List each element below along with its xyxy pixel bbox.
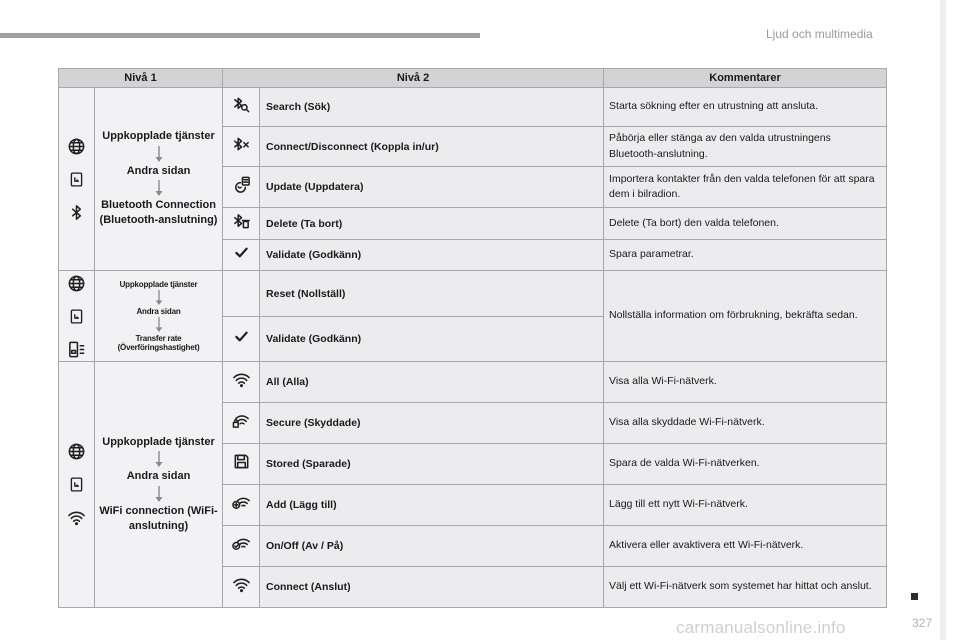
row-comment: Spara de valda Wi-Fi-nätverken. (604, 444, 887, 485)
row-label: Add (Lägg till) (260, 485, 604, 526)
flow-step-transfer-rate: Transfer rate (Överföringshastighet) (117, 334, 200, 353)
level2-flow-cell (95, 271, 223, 362)
row-comment-merged: Nollställa information om förbrukning, bekräfta sedan. (604, 271, 887, 362)
page-edge-rule (940, 0, 946, 640)
level1-icons-cell (59, 271, 95, 362)
row-icon-cell (223, 271, 260, 317)
row-label: Stored (Sparade) (260, 444, 604, 485)
wifi-toggle-icon (232, 534, 251, 553)
wifi-icon (232, 575, 251, 594)
level1-icons-cell (59, 362, 95, 608)
flow-arrow-icon (155, 486, 163, 503)
top-accent-bar (0, 33, 480, 38)
bluetooth-icon (67, 203, 86, 222)
flow-step-other-page: Andra sidan (126, 164, 191, 177)
row-comment: Delete (Ta bort) den valda telefonen. (604, 208, 887, 240)
checkmark-icon (233, 244, 250, 261)
row-icon-cell (223, 208, 260, 240)
row-comment: Importera kontakter från den valda telefonen för att spara dem i bilradion. (604, 167, 887, 208)
row-label: Reset (Nollställ) (260, 271, 604, 317)
wifi-add-icon (232, 493, 251, 512)
wifi-icon (67, 508, 86, 527)
row-comment: Aktivera eller avaktivera ett Wi-Fi-nätverk. (604, 526, 887, 567)
row-icon-cell (223, 362, 260, 403)
row-label: Validate (Godkänn) (260, 240, 604, 271)
wifi-lock-icon (232, 411, 251, 430)
row-icon-cell (223, 567, 260, 608)
checkmark-icon (233, 328, 250, 345)
row-label: Connect (Anslut) (260, 567, 604, 608)
phone-screen-icon (68, 171, 85, 188)
row-label: All (Alla) (260, 362, 604, 403)
flow-step-other-page: Andra sidan (136, 306, 181, 316)
level1-icons-cell (59, 88, 95, 271)
row-comment: Visa alla Wi-Fi-nätverk. (604, 362, 887, 403)
column-header-level1: Nivå 1 (59, 69, 223, 88)
flow-arrow-icon (155, 180, 163, 197)
row-label: On/Off (Av / På) (260, 526, 604, 567)
row-icon-cell (223, 167, 260, 208)
table-row (59, 362, 887, 403)
row-icon-cell (223, 88, 260, 127)
row-icon-cell (223, 485, 260, 526)
bluetooth-search-icon (232, 95, 251, 114)
row-icon-cell (223, 403, 260, 444)
level2-flow-cell (95, 88, 223, 271)
level2-flow-cell (95, 362, 223, 608)
column-header-comments: Kommentarer (604, 69, 887, 88)
save-disk-icon (232, 452, 251, 471)
contact-update-icon (232, 175, 251, 194)
phone-screen-icon (68, 476, 85, 493)
section-title: Ljud och multimedia (766, 27, 873, 41)
column-header-level2: Nivå 2 (223, 69, 604, 88)
settings-table (58, 68, 887, 608)
page-number: 327 (912, 616, 933, 630)
table-row (59, 88, 887, 127)
row-comment: Välj ett Wi-Fi-nätverk som systemet har hittat och anslut. (604, 567, 887, 608)
row-icon-cell (223, 127, 260, 167)
row-label: Connect/Disconnect (Koppla in/ur) (260, 127, 604, 167)
flow-step-connected-services: Uppkopplade tjänster (119, 279, 198, 289)
row-icon-cell (223, 444, 260, 485)
flow-step-connected-services: Uppkopplade tjänster (102, 435, 215, 448)
row-label: Delete (Ta bort) (260, 208, 604, 240)
row-label: Validate (Godkänn) (260, 317, 604, 362)
flow-step-bluetooth-connection: Bluetooth Connection (Bluetooth-anslutning) (99, 199, 218, 227)
row-label: Secure (Skyddade) (260, 403, 604, 444)
flow-arrow-icon (155, 451, 163, 468)
row-comment: Visa alla skyddade Wi-Fi-nätverk. (604, 403, 887, 444)
row-label: Update (Uppdatera) (260, 167, 604, 208)
flow-arrow-icon (155, 146, 163, 163)
flow-step-wifi-connection: WiFi connection (WiFi-anslutning) (99, 504, 218, 532)
row-comment: Starta sökning efter en utrustning att ansluta. (604, 88, 887, 127)
flow-arrow-icon (155, 290, 163, 306)
globe-icon (67, 137, 86, 156)
row-icon-cell (223, 317, 260, 362)
flow-step-connected-services: Uppkopplade tjänster (102, 130, 215, 143)
bluetooth-delete-icon (232, 212, 251, 231)
row-label: Search (Sök) (260, 88, 604, 127)
flow-arrow-icon (155, 317, 163, 333)
watermark: carmanualsonline.info (676, 618, 846, 637)
row-comment: Påbörja eller stänga av den valda utrustningens Bluetooth-anslutning. (604, 127, 887, 167)
row-comment: Lägg till ett nytt Wi-Fi-nätverk. (604, 485, 887, 526)
table-row (59, 271, 887, 317)
bluetooth-disconnect-icon (232, 135, 251, 154)
row-icon-cell (223, 240, 260, 271)
table-header-row (59, 69, 887, 88)
page-marker (911, 593, 918, 600)
row-icon-cell (223, 526, 260, 567)
row-comment: Spara parametrar. (604, 240, 887, 271)
globe-icon (67, 442, 86, 461)
data-transfer-icon (67, 340, 86, 359)
phone-screen-icon (68, 308, 85, 325)
flow-step-other-page: Andra sidan (126, 470, 191, 483)
globe-icon (67, 274, 86, 293)
wifi-icon (232, 370, 251, 389)
